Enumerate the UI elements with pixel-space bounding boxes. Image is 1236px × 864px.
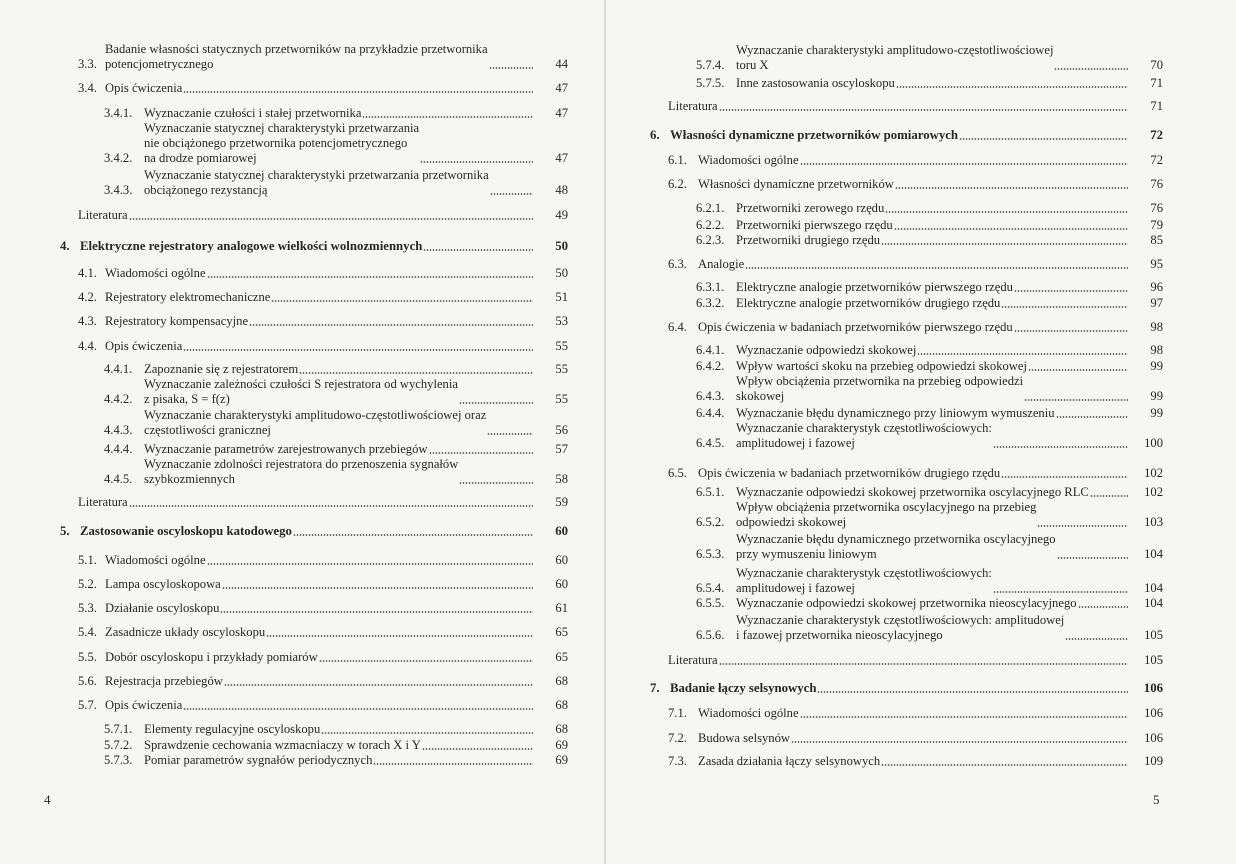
dot-leader [917,353,1128,355]
toc-entry-number: 7.1. [668,706,687,720]
toc-page-number: 68 [555,698,568,712]
toc-entry-title: Wyznaczanie odpowiedzi skokowej przetwornika oscylacyjnego RLC [736,485,1089,499]
toc-entry [696,374,1163,404]
toc-entry-number: 4.4.2. [104,392,133,406]
toc-page-number: 53 [555,314,568,328]
toc-entry-title: Przetworniki drugiego rzędu [736,233,881,247]
dot-leader [1001,306,1128,308]
toc-page-number: 65 [555,650,568,664]
dot-leader [719,109,1128,111]
toc-entry-number: 4.4.1. [104,362,133,376]
dot-leader [1056,416,1128,418]
toc-entry [668,257,1163,272]
toc-entry-title: Opis ćwiczenia w badaniach przetworników drugiego rzędu [698,466,1001,480]
page-folio: 5 [1153,792,1160,807]
toc-entry [78,625,568,640]
toc-entry [696,613,1163,643]
dot-leader [745,267,1128,269]
dot-leader [959,138,1128,140]
toc-entry [78,553,568,568]
toc-entry-number: 4.4.5. [104,472,133,486]
toc-page-number: 104 [1144,581,1163,595]
dot-leader [487,433,533,435]
toc-entry-title: Literatura [668,99,718,113]
toc-literature-entry [78,208,568,223]
toc-literature-entry [668,653,1163,668]
toc-page-number: 105 [1144,628,1163,642]
dot-leader [1037,525,1128,527]
toc-page-number: 44 [555,57,568,71]
toc-entry-number: 3.4. [78,81,97,95]
toc-entry-number: 3.4.2. [104,151,133,165]
toc-entry [696,421,1163,451]
toc-entry-number: 5.7.5. [696,76,725,90]
toc-entry [696,343,1163,358]
toc-entry-number: 6.3.1. [696,280,725,294]
toc-page-number: 55 [555,392,568,406]
toc-entry-number: 4.4. [78,339,97,353]
dot-leader [791,741,1128,743]
toc-entry-number: 6.2.3. [696,233,725,247]
toc-entry-number: 5. [60,524,70,538]
toc-page-number: 102 [1144,466,1163,480]
toc-page-number: 71 [1150,99,1163,113]
dot-leader [220,611,533,613]
toc-entry-number: 6.5.5. [696,596,725,610]
toc-entry-title: Literatura [78,208,128,222]
toc-entry [78,601,568,616]
dot-leader [183,708,533,710]
toc-entry [78,339,568,354]
toc-entry [104,121,568,166]
toc-chapter-entry [60,524,568,539]
dot-leader [249,324,533,326]
toc-entry-title: Zapoznanie się z rejestratorem [144,362,299,376]
toc-literature-entry [668,99,1163,114]
toc-page-number: 61 [555,601,568,615]
toc-entry-number: 6.4.1. [696,343,725,357]
toc-entry-number: 6.5.3. [696,547,725,561]
dot-leader [1014,290,1128,292]
toc-entry-title: Elektryczne rejestratory analogowe wielkości wolnozmiennych [80,239,423,253]
toc-page-number: 106 [1144,731,1163,745]
toc-entry-number: 6.5.2. [696,515,725,529]
dot-leader [1028,369,1128,371]
toc-page-number: 60 [555,577,568,591]
dot-leader [429,452,534,454]
toc-page-number: 55 [555,339,568,353]
toc-entry [668,754,1163,769]
toc-entry-title: Wiadomości ogólne [698,706,799,720]
toc-page-number: 104 [1144,596,1163,610]
toc-entry-title: Pomiar parametrów sygnałów periodycznych [144,753,373,767]
toc-entry-number: 6.5.4. [696,581,725,595]
toc-entry [696,566,1163,596]
toc-entry-title: Sprawdzenie cechowania wzmacniaczy w torach X i Y [144,738,421,752]
toc-entry-title: Wyznaczanie statycznej charakterystyki przetwarzania przetwornika obciążonego rezystancją [144,168,489,197]
toc-entry-number: 5.2. [78,577,97,591]
toc-entry-title: Badanie łączy selsynowych [670,681,817,695]
toc-entry [78,577,568,592]
toc-page-number: 56 [555,423,568,437]
toc-page-number: 72 [1150,128,1163,142]
toc-page-number: 60 [555,524,568,538]
toc-entry [104,408,568,438]
toc-entry-number: 3.3. [78,57,97,71]
toc-entry [668,466,1163,481]
toc-entry [696,233,1163,248]
toc-entry [104,362,568,377]
toc-entry [668,706,1163,721]
dot-leader [420,161,533,163]
toc-entry [78,650,568,665]
dot-leader [321,732,533,734]
toc-entry-number: 6. [650,128,660,142]
toc-entry-number: 5.6. [78,674,97,688]
toc-page-number: 60 [555,553,568,567]
dot-leader [1065,638,1128,640]
toc-entry-number: 5.5. [78,650,97,664]
toc-entry-title: Rejestracja przebiegów [105,674,223,688]
dot-leader [422,748,533,750]
toc-page-number: 58 [555,472,568,486]
toc-page-number: 99 [1150,359,1163,373]
toc-entry [668,320,1163,335]
toc-entry [696,485,1163,500]
toc-entry-title: Zasadnicze układy oscyloskopu [105,625,266,639]
toc-entry [78,314,568,329]
toc-page-number: 69 [555,753,568,767]
toc-entry-title: Wyznaczanie parametrów zarejestrowanych przebiegów [144,442,428,456]
toc-entry-title: Działanie oscyloskopu [105,601,220,615]
dot-leader [881,243,1128,245]
toc-entry-number: 4.2. [78,290,97,304]
dot-leader [490,193,533,195]
toc-page-number: 99 [1150,389,1163,403]
toc-page-number: 98 [1150,320,1163,334]
toc-page-number: 97 [1150,296,1163,310]
toc-entry-number: 6.2.1. [696,201,725,215]
dot-leader [800,716,1128,718]
toc-page-number: 68 [555,674,568,688]
toc-entry [696,201,1163,216]
toc-entry-title: Przetworniki pierwszego rzędu [736,218,893,232]
toc-entry-title: Zastosowanie oscyloskopu katodowego [80,524,292,538]
toc-page-number: 103 [1144,515,1163,529]
toc-entry-title: Dobór oscyloskopu i przykłady pomiarów [105,650,318,664]
toc-entry-number: 5.1. [78,553,97,567]
toc-entry [696,359,1163,374]
toc-entry-number: 5.7.4. [696,58,725,72]
toc-page-number: 50 [555,239,568,253]
toc-page-number: 68 [555,722,568,736]
dot-leader [896,86,1128,88]
toc-entry [104,442,568,457]
dot-leader [993,591,1128,593]
toc-entry-number: 5.4. [78,625,97,639]
dot-leader [881,764,1128,766]
toc-chapter-entry [60,239,568,254]
dot-leader [129,218,533,220]
dot-leader [895,187,1128,189]
dot-leader [207,276,533,278]
toc-entry-number: 5.7.1. [104,722,133,736]
toc-entry [104,738,568,753]
dot-leader [183,91,533,93]
dot-leader [293,534,533,536]
toc-entry-number: 5.3. [78,601,97,615]
toc-entry [78,266,568,281]
dot-leader [266,635,533,637]
dot-leader [800,163,1128,165]
toc-entry-title: Wiadomości ogólne [105,553,206,567]
toc-entry-title: Wyznaczanie odpowiedzi skokowej przetwornika nieoscylacyjnego [736,596,1077,610]
toc-entry-title: Rejestratory elektromechaniczne [105,290,271,304]
toc-page-number: 99 [1150,406,1163,420]
toc-page-number: 105 [1144,653,1163,667]
toc-page-number: 71 [1150,76,1163,90]
toc-page-number: 104 [1144,547,1163,561]
toc-entry-title: Opis ćwiczenia [105,698,183,712]
toc-page-number: 51 [555,290,568,304]
dot-leader [1090,495,1128,497]
toc-entry-number: 6.5. [668,466,687,480]
toc-entry-title: Wyznaczanie charakterystyk częstotliwościowych: amplitudowej i fazowej [736,566,992,595]
toc-page-number: 102 [1144,485,1163,499]
toc-entry-number: 4. [60,239,70,253]
toc-entry [104,722,568,737]
toc-entry [104,168,568,198]
dot-leader [1078,606,1128,608]
dot-leader [299,372,533,374]
toc-page-number: 65 [555,625,568,639]
dot-leader [222,587,533,589]
toc-entry-title: Opis ćwiczenia w badaniach przetworników pierwszego rzędu [698,320,1013,334]
toc-entry-title: Wyznaczanie statycznej charakterystyki przetwarzania nie obciążonego przetwornika potencjometrycznego na drodze pomiarowej [144,121,420,165]
toc-entry-number: 6.4. [668,320,687,334]
toc-page-number: 50 [555,266,568,280]
toc-entry [696,532,1163,562]
toc-entry-title: Wpływ obciążenia przetwornika na przebieg odpowiedzi skokowej [736,374,1024,403]
toc-entry [696,218,1163,233]
dot-leader [271,300,533,302]
dot-leader [459,402,533,404]
toc-entry-number: 6.4.4. [696,406,725,420]
dot-leader [719,663,1128,665]
toc-page-number: 59 [555,495,568,509]
right-page [610,0,1236,864]
toc-entry-title: Wiadomości ogólne [105,266,206,280]
toc-entry-number: 6.1. [668,153,687,167]
toc-entry-number: 6.3. [668,257,687,271]
toc-entry-number: 6.4.3. [696,389,725,403]
toc-entry [696,296,1163,311]
dot-leader [423,249,533,251]
page-folio: 4 [44,792,51,807]
dot-leader [129,505,533,507]
toc-entry-title: Elementy regulacyjne oscyloskopu [144,722,321,736]
dot-leader [373,763,533,765]
toc-entry-title: Wyznaczanie czułości i stałej przetwornika [144,106,362,120]
toc-entry-number: 7. [650,681,660,695]
toc-entry-title: Zasada działania łączy selsynowych [698,754,881,768]
toc-entry-number: 6.3.2. [696,296,725,310]
toc-entry-number: 6.5.1. [696,485,725,499]
toc-entry-number: 6.4.2. [696,359,725,373]
toc-entry-title: Wyznaczanie charakterystyki amplitudowo-częstotliwościowej oraz częstotliwości granicznej [144,408,487,437]
dot-leader [894,228,1128,230]
toc-entry-title: Własności dynamiczne przetworników [698,177,894,191]
toc-page-number: 85 [1150,233,1163,247]
toc-page-number: 69 [555,738,568,752]
dot-leader [362,116,533,118]
toc-entry-number: 4.1. [78,266,97,280]
toc-entry-number: 6.5.6. [696,628,725,642]
toc-page-number: 72 [1150,153,1163,167]
toc-entry [696,43,1163,73]
dot-leader [993,446,1128,448]
dot-leader [1054,68,1128,70]
toc-chapter-entry [650,128,1163,143]
toc-entry-title: Rejestratory kompensacyjne [105,314,249,328]
toc-page-number: 47 [555,81,568,95]
toc-page-number: 96 [1150,280,1163,294]
toc-entry-title: Inne zastosowania oscyloskopu [736,76,895,90]
toc-entry-title: Analogie [698,257,745,271]
dot-leader [1057,557,1128,559]
toc-entry [696,280,1163,295]
toc-entry-number: 5.7. [78,698,97,712]
dot-leader [1024,399,1128,401]
toc-page-number: 106 [1144,706,1163,720]
toc-entry-title: Elektryczne analogie przetworników pierwszego rzędu [736,280,1013,294]
toc-entry-number: 6.2.2. [696,218,725,232]
toc-entry-number: 5.7.3. [104,753,133,767]
toc-entry-title: Lampa oscyloskopowa [105,577,221,591]
toc-entry [696,406,1163,421]
toc-page-number: 47 [555,106,568,120]
toc-entry [104,457,568,487]
toc-entry [78,42,568,72]
toc-entry-title: Wyznaczanie charakterystyk częstotliwościowych: amplitudowej i fazowej [736,421,992,450]
toc-literature-entry [78,495,568,510]
toc-entry-title: Elektryczne analogie przetworników drugiego rzędu [736,296,1001,310]
toc-entry [696,500,1163,530]
toc-entry-title: Wyznaczanie charakterystyki amplitudowo-częstotliwościowej toru X [736,43,1054,72]
toc-entry-number: 6.4.5. [696,436,725,450]
toc-page-number: 76 [1150,201,1163,215]
toc-page-number: 79 [1150,218,1163,232]
toc-page-number: 109 [1144,754,1163,768]
toc-page-number: 57 [555,442,568,456]
toc-entry [78,81,568,96]
toc-entry-title: Literatura [668,653,718,667]
toc-entry-number: 3.4.1. [104,106,133,120]
toc-entry [78,698,568,713]
toc-entry [668,731,1163,746]
dot-leader [817,691,1128,693]
toc-entry-number: 4.4.3. [104,423,133,437]
toc-entry [668,153,1163,168]
toc-entry-number: 6.2. [668,177,687,191]
toc-entry-title: Wyznaczanie charakterystyk częstotliwościowych: amplitudowej i fazowej przetwornika nieoscylacyjnego [736,613,1065,642]
toc-entry-number: 5.7.2. [104,738,133,752]
dot-leader [885,211,1128,213]
dot-leader [183,349,533,351]
toc-entry-title: Własności dynamiczne przetworników pomiarowych [670,128,959,142]
toc-entry-title: Badanie własności statycznych przetworników na przykładzie przetwornika potencjometrycznego [105,42,488,71]
toc-entry-title: Wiadomości ogólne [698,153,799,167]
toc-entry-title: Opis ćwiczenia [105,81,183,95]
toc-entry [78,674,568,689]
toc-page-number: 95 [1150,257,1163,271]
toc-entry-title: Budowa selsynów [698,731,790,745]
toc-entry [696,76,1163,91]
toc-page-number: 47 [555,151,568,165]
toc-entry-number: 7.2. [668,731,687,745]
dot-leader [1014,330,1128,332]
toc-entry [668,177,1163,192]
toc-entry-number: 7.3. [668,754,687,768]
toc-page-number: 49 [555,208,568,222]
toc-entry-number: 4.4.4. [104,442,133,456]
toc-page-number: 100 [1144,436,1163,450]
toc-entry-title: Opis ćwiczenia [105,339,183,353]
toc-entry-title: Wyznaczanie zależności czułości S rejestratora od wychylenia z pisaka, S = f(z) [144,377,458,406]
dot-leader [224,684,533,686]
toc-entry [104,753,568,768]
toc-entry-number: 4.3. [78,314,97,328]
toc-entry-title: Literatura [78,495,128,509]
toc-entry-title: Wpływ obciążenia przetwornika oscylacyjnego na przebieg odpowiedzi skokowej [736,500,1037,529]
toc-entry-title: Wpływ wartości skoku na przebieg odpowiedzi skokowej [736,359,1027,373]
toc-entry-number: 3.4.3. [104,183,133,197]
toc-entry-title: Przetworniki zerowego rzędu [736,201,885,215]
dot-leader [319,660,533,662]
left-page [0,0,606,864]
toc-page-number: 98 [1150,343,1163,357]
toc-page-number: 48 [555,183,568,197]
toc-entry [104,106,568,121]
dot-leader [1001,476,1128,478]
toc-chapter-entry [650,681,1163,696]
toc-page-number: 76 [1150,177,1163,191]
toc-entry-title: Wyznaczanie odpowiedzi skokowej [736,343,917,357]
dot-leader [489,67,533,69]
toc-entry-title: Wyznaczanie błędu dynamicznego przetwornika oscylacyjnego przy wymuszeniu liniowym [736,532,1056,561]
toc-entry-title: Wyznaczanie zdolności rejestratora do przenoszenia sygnałów szybkozmiennych [144,457,459,486]
toc-page-number: 106 [1143,681,1163,695]
dot-leader [207,563,533,565]
toc-entry-title: Wyznaczanie błędu dynamicznego przy liniowym wymuszeniu [736,406,1055,420]
toc-entry [696,596,1163,611]
toc-page-number: 55 [555,362,568,376]
toc-page-number: 70 [1150,58,1163,72]
toc-entry [104,377,568,407]
toc-entry [78,290,568,305]
dot-leader [459,482,533,484]
